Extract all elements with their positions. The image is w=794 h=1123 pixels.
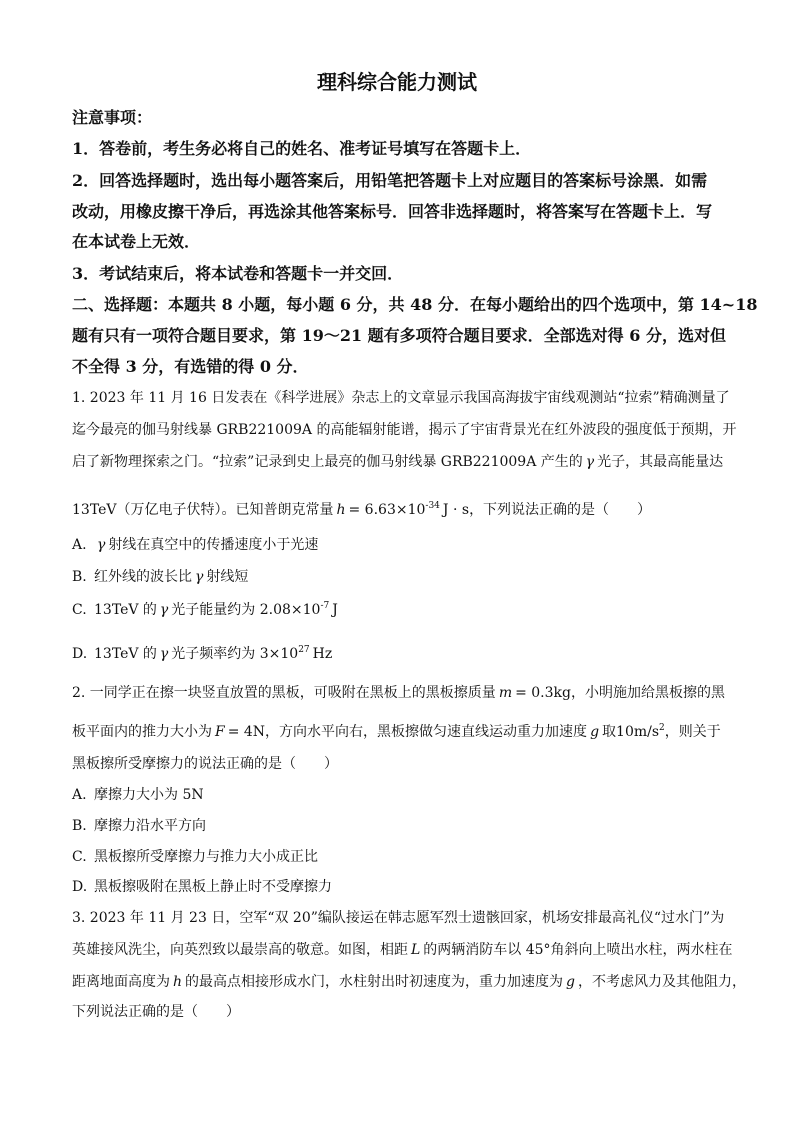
- q1-stem-line-1: 1. 2023 年 11 月 16 日发表在《科学进展》杂志上的文章显示我国高海拔宇宙线观测站“拉索”精确测量了: [72, 390, 730, 406]
- gravity-exponent: 2: [659, 723, 665, 733]
- q2-option-d: [72, 871, 332, 903]
- q2-option-a: [72, 779, 204, 811]
- option-unit: J: [332, 602, 338, 618]
- option-text: 黑板擦所受摩擦力与推力大小成正比: [94, 849, 318, 865]
- section-instructions-line-2: 题有只有一项符合题目要求，第 19～21 题有多项符合题目要求．全部选对得 6 分，选对但: [72, 326, 726, 345]
- q1-stem-line-4-tail: ，下列说法正确的是（ ）: [469, 502, 652, 518]
- q3-stem-line-3: [72, 966, 746, 998]
- option-label: C.: [72, 602, 87, 618]
- notice-heading: 注意事项：: [72, 108, 153, 127]
- option-label: A.: [72, 537, 87, 553]
- q2-stem-line-2-tail: ，则关于: [664, 724, 721, 740]
- option-text: 黑板擦吸附在黑板上静止时不受摩擦力: [94, 879, 332, 895]
- option-label: D.: [72, 646, 88, 662]
- notice-item-3: 3．考试结束后，将本试卷和答题卡一并交回．: [72, 264, 404, 283]
- planck-value: = 6.63×10: [348, 502, 426, 518]
- force-symbol: F: [215, 724, 225, 740]
- gamma-symbol: γ: [97, 537, 106, 553]
- height-symbol: h: [173, 974, 183, 990]
- notice-item-2-line-3: 在本试卷上无效．: [72, 232, 201, 251]
- q2-stem-line-3: 黑板擦所受摩擦力的说法正确的是（ ）: [72, 756, 338, 772]
- q1-stem-line-4-text: 13TeV（万亿电子伏特）。已知普朗克常量: [72, 502, 334, 518]
- q2-stem-line-2: [72, 716, 721, 748]
- q1-stem-line-3-text: 启了新物理探索之门。“拉索”记录到史上最亮的伽马射线暴 GRB221009A 产生的: [72, 454, 583, 470]
- option-text: 红外线的波长比: [94, 569, 192, 585]
- q3-stem-line-2: [72, 934, 733, 966]
- gamma-symbol: γ: [159, 602, 169, 618]
- option-label: B.: [72, 569, 87, 585]
- q2-option-b: [72, 810, 206, 842]
- q3-stem-line-3-text: 距离地面高度为: [72, 974, 170, 990]
- notice-item-2-line-2: 改动，用橡皮擦干净后，再选涂其他答案标号．回答非选择题时，将答案写在答题卡上．写: [72, 202, 713, 221]
- option-text-mid: 光子能量约为 2.08×10: [171, 602, 321, 618]
- q3-stem-line-3-mid: 的最高点相接形成水门，水柱射出时初速度为，重力加速度为: [185, 974, 564, 990]
- q2-stem-line-1-tail: = 0.3kg，小明施加给黑板擦的黑: [515, 685, 725, 701]
- gravity-value: 取10m/s: [602, 724, 660, 740]
- option-label: C.: [72, 849, 87, 865]
- q2-stem-line-1-text: 2. 一同学正在擦一块竖直放置的黑板，可吸附在黑板上的黑板擦质量: [72, 685, 496, 701]
- section-instructions-line-1: 二、选择题：本题共 8 小题，每小题 6 分，共 48 分．在每小题给出的四个选项中，第 14~18: [72, 295, 758, 314]
- page-title: 理科综合能力测试: [317, 70, 477, 94]
- mass-symbol: m: [498, 685, 513, 701]
- option-text: 13TeV 的: [94, 602, 157, 618]
- option-label: D.: [72, 879, 88, 895]
- q1-option-b: [72, 561, 248, 593]
- q3-stem-line-1: 3. 2023 年 11 月 23 日，空军“双 20”编队接运在韩志愿军烈士遗骸回家，机场安排最高礼仪“过水门”为: [72, 910, 725, 926]
- option-text-mid: 光子频率约为 3×10: [171, 646, 299, 662]
- option-label: A.: [72, 787, 87, 803]
- q1-stem-line-4: [72, 494, 651, 526]
- q1-stem-line-2: 迄今最亮的伽马射线暴 GRB221009A 的高能辐射能谱，揭示了宇宙背景光在红外波段的强度低于预期，开: [72, 422, 737, 438]
- q2-stem-line-1: [72, 677, 725, 709]
- planck-unit: J · s: [442, 502, 470, 518]
- q2-stem-line-2-text: 板平面内的推力大小为: [72, 724, 212, 740]
- option-label: B.: [72, 818, 87, 834]
- q1-option-c: [72, 594, 338, 626]
- option-text: 13TeV 的: [94, 646, 157, 662]
- q3-stem-line-4: 下列说法正确的是（ ）: [72, 1004, 240, 1020]
- q3-stem-line-3-tail: ，不考虑风力及其他阻力，: [578, 974, 746, 990]
- q1-option-d: [72, 638, 332, 670]
- option-exponent: 27: [298, 645, 310, 655]
- q1-stem-line-3-tail: 光子，其最高能量达: [597, 454, 724, 470]
- notice-item-1: 1．答卷前，考生务必将自己的姓名、准考证号填写在答题卡上．: [72, 139, 532, 158]
- planck-symbol: h: [336, 502, 346, 518]
- distance-symbol: L: [411, 942, 421, 958]
- option-exponent: -7: [320, 601, 330, 611]
- gamma-symbol: γ: [195, 569, 204, 585]
- gravity-symbol: g: [566, 974, 575, 990]
- q3-stem-line-2-tail: 的两辆消防车以 45°角斜向上喷出水柱，两水柱在: [423, 942, 733, 958]
- option-text: 摩擦力大小为 5N: [94, 787, 204, 803]
- q2-stem-line-2-mid: = 4N，方向水平向右，黑板擦做匀速直线运动重力加速度: [227, 724, 588, 740]
- q3-stem-line-2-text: 英雄接风洗尘，向英烈致以最崇高的敬意。如图，相距: [72, 942, 408, 958]
- option-text: 射线在真空中的传播速度小于光速: [108, 537, 319, 553]
- gravity-symbol: g: [590, 724, 600, 740]
- notice-item-2-line-1: 2．回答选择题时，选出每小题答案后，用铅笔把答题卡上对应题目的答案标号涂黑．如需: [72, 171, 708, 190]
- q1-option-a: [72, 529, 318, 561]
- q2-option-c: [72, 841, 318, 873]
- option-text: 摩擦力沿水平方向: [94, 818, 206, 834]
- gamma-symbol: γ: [585, 454, 595, 470]
- option-unit: Hz: [312, 646, 333, 662]
- planck-exponent: -34: [425, 501, 440, 511]
- section-instructions-line-3: 不全得 3 分，有选错的得 0 分．: [72, 357, 309, 376]
- option-text-tail: 射线短: [206, 569, 249, 585]
- q1-stem-line-3: [72, 446, 723, 478]
- gamma-symbol: γ: [159, 646, 169, 662]
